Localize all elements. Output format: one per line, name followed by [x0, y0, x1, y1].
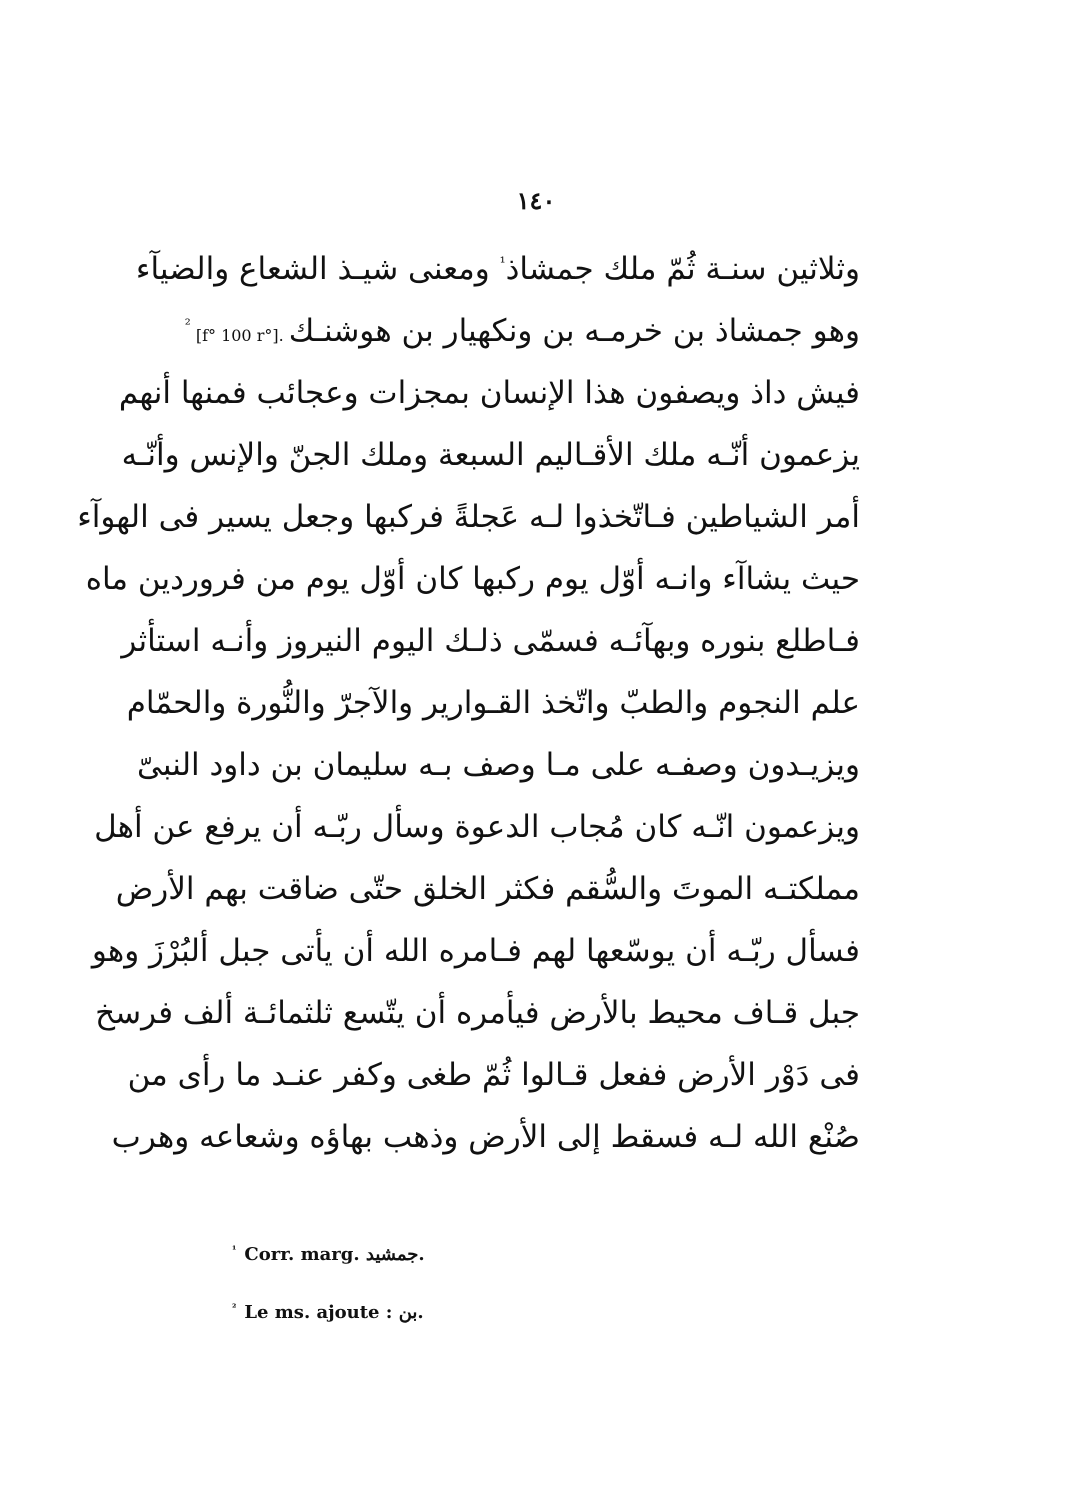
- text-line: علم النجوم والطبّ واتّخذ القـوارير والآجرّ والنُّورة والحمّام: [126, 685, 860, 721]
- footnotes: [232, 1235, 632, 1351]
- footnote-marker: ¹: [499, 253, 506, 272]
- footnote-arabic: جمشيد: [365, 1244, 419, 1265]
- text-line: حيث يشاآء وانـه أوّل يوم ركبها كان أوّل يوم من فروردين ماه: [85, 561, 860, 597]
- folio-reference: [f° 100 r°].: [190, 326, 289, 345]
- text-line: مملكتـه الموتَ والسُّقم فكثر الخلق حتّى ضاقت بهم الأرض: [115, 871, 860, 907]
- text-line: فى دَوْر الأرض ففعل قـالوا ثُمّ طغى وكفر عنـد ما رأى من: [127, 1057, 860, 1093]
- footnote-arabic: بن: [398, 1302, 418, 1323]
- footnote-marker: ²: [184, 315, 191, 334]
- text-line: ويزعمون انّـه كان مُجاب الدعوة وسأل ربّـه أن يرفع عن أهل: [94, 809, 860, 845]
- footnote: $^{^2}$ Le ms. ajoute : بن.: [232, 1302, 424, 1323]
- footnote-number: ²: [232, 1303, 237, 1314]
- footnote-number: ¹: [232, 1245, 237, 1256]
- page-number: ١٤٠: [516, 186, 556, 215]
- text-line: فـاطلع بنوره وبهآئـه فسمّى ذلـك اليوم النيروز وأنـه استأثر: [121, 623, 860, 659]
- text-line: صُنْع الله لـه فسقط إلى الأرض وذهب بهاؤه وشعاعه وهرب: [111, 1119, 860, 1155]
- text-line: فيش داذ ويصفون هذا الإنسان بمجزات وعجائب فمنها أنهم: [118, 375, 860, 411]
- text-line: يزعمون أنّـه ملك الأقـاليم السبعة وملك الجنّ والإنس وأنّـه: [121, 437, 860, 473]
- footnote: $^{^1}$ Corr. marg. جمشيد.: [232, 1244, 425, 1265]
- text-line: جبل قـاف محيط بالأرض فيأمره أن يتّسع ثلثمائـة ألف فرسخ: [95, 995, 860, 1031]
- text-line: أمر الشياطين فـاتّخذوا لـه عَجلةً فركبها وجعل يسير فى الهوآء: [77, 499, 860, 535]
- text-line: ويزيـدون وصفـه على مـا وصف بـه سليمان بن داود النبىّ: [137, 747, 860, 783]
- text-line: وهو جمشاذ بن خرمـه بن ونكهيار بن هوشنـك [f° 100 r°]. $^{^2}$: [184, 313, 860, 349]
- text-line: وثلاثين سنـة ثُمّ ملك جمشاذ$^{^1}$ ومعنى شيـذ الشعاع والضيآء: [135, 251, 860, 287]
- text-line: فسأل ربّـه أن يوسّعها لهم فـامره الله أن يأتى جبل ألبُرْزَ وهو: [91, 933, 860, 969]
- arabic-body-text: [77, 238, 860, 1168]
